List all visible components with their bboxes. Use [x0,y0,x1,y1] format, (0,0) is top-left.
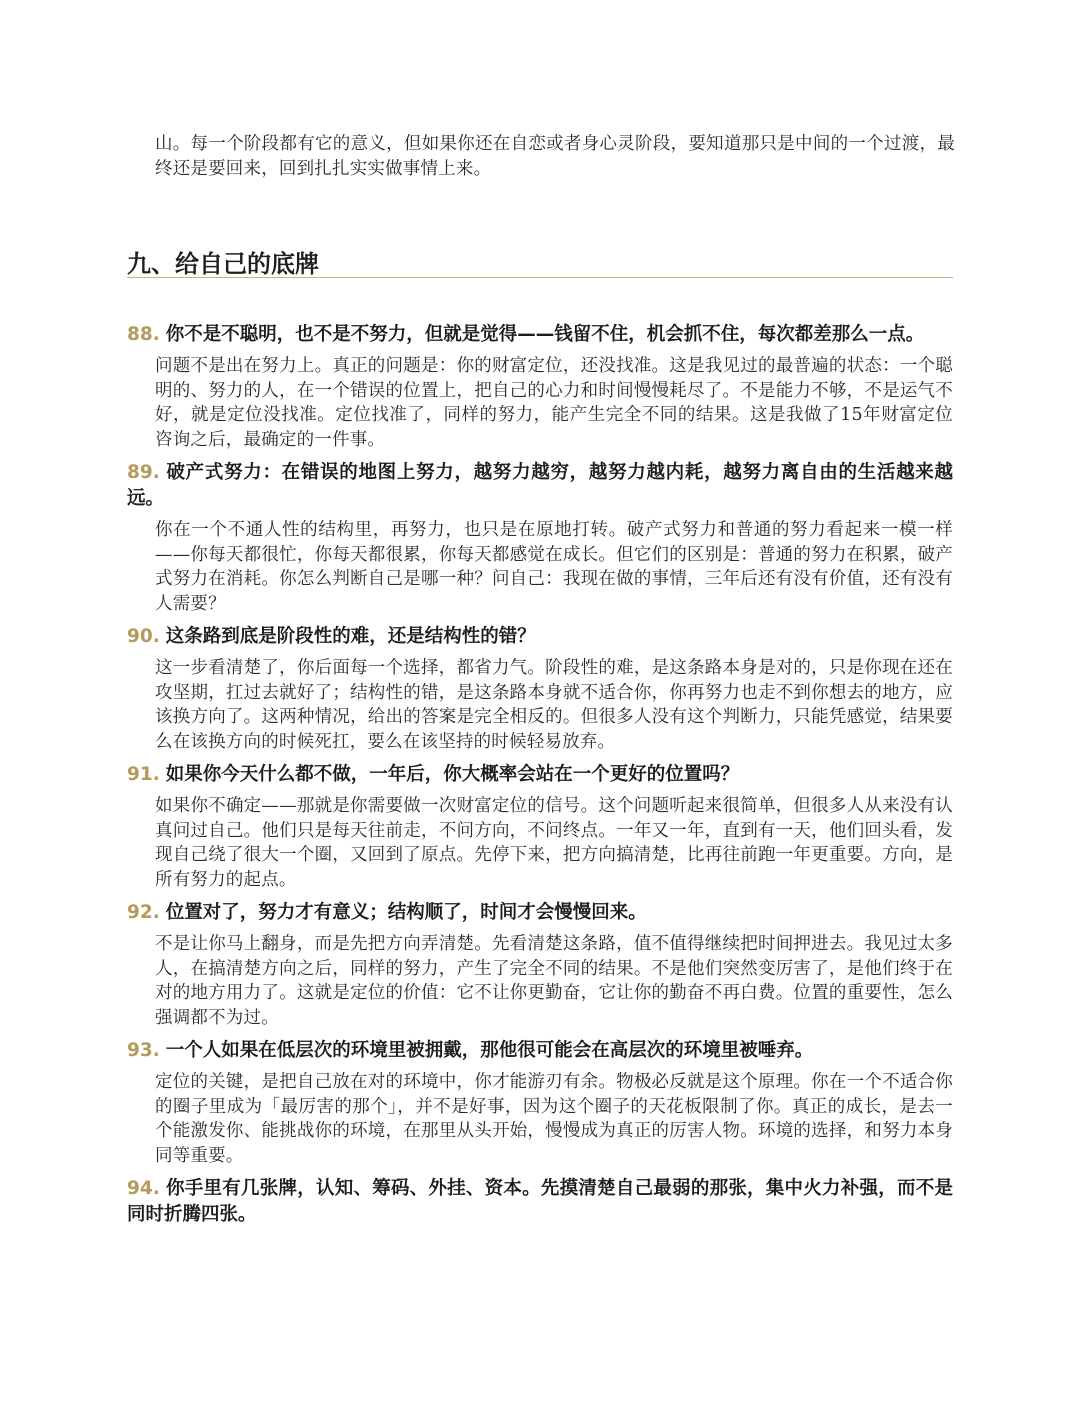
item-number: 89. [127,462,160,483]
item-body: 如果你不确定——那就是你需要做一次财富定位的信号。这个问题听起来很简单，但很多人从来没有认真问过自己。他们只是每天往前走，不问方向，不问终点。一年又一年，直到有一天，他们回头看，发现自己绕了很大一个圈，又回到了原点。先停下来，把方向搞清楚，比再往前跑一年更重要。方向，是所有努力的起点。 [155,796,953,890]
item-heading [127,322,953,348]
item-list [127,322,953,1236]
item-title: 你不是不聪明，也不是不努力，但就是觉得——钱留不住，机会抓不住，每次都差那么一点。 [165,324,925,345]
item-title: 一个人如果在低层次的环境里被拥戴，那他很可能会在高层次的环境里被唾弃。 [165,1040,814,1061]
list-item-92 [127,900,953,1030]
item-body: 这一步看清楚了，你后面每一个选择，都省力气。阶段性的难，是这条路本身是对的，只是你现在还在攻坚期，扛过去就好了；结构性的错，是这条路本身就不适合你，你再努力也走不到你想去的地方，应该换方向了。这两种情况，给出的答案是完全相反的。但很多人没有这个判断力，只能凭感觉，结果要么在该换方向的时候死扛，要么在该坚持的时候轻易放弃。 [155,658,953,752]
intro-paragraph: 山。每一个阶段都有它的意义，但如果你还在自恋或者身心灵阶段，要知道那只是中间的一个过渡，最终还是要回来，回到扎扎实实做事情上来。 [155,134,955,179]
item-title: 这条路到底是阶段性的难，还是结构性的错？ [165,626,536,647]
item-body: 不是让你马上翻身，而是先把方向弄清楚。先看清楚这条路，值不值得继续把时间押进去。我见过太多人，在搞清楚方向之后，同样的努力，产生了完全不同的结果。不是他们突然变厉害了，是他们终于在对的地方用力了。这就是定位的价值：它不让你更勤奋，它让你的勤奋不再白费。位置的重要性，怎么强调都不为过。 [155,934,953,1028]
item-heading [127,624,953,650]
item-title: 位置对了，努力才有意义；结构顺了，时间才会慢慢回来。 [165,902,647,923]
section-divider [127,277,953,278]
item-number: 88. [127,324,160,345]
item-number: 91. [127,764,160,785]
list-item-88 [127,322,953,452]
list-item-89 [127,460,953,616]
item-title: 你手里有几张牌，认知、筹码、外挂、资本。先摸清楚自己最弱的那张，集中火力补强，而不是同时折腾四张。 [127,1178,953,1225]
item-heading [127,460,953,512]
item-number: 93. [127,1040,160,1061]
item-heading [127,1176,953,1228]
list-item-94 [127,1176,953,1228]
item-number: 90. [127,626,160,647]
list-item-91 [127,762,953,892]
item-heading [127,762,953,788]
item-body: 问题不是出在努力上。真正的问题是：你的财富定位，还没找准。这是我见过的最普遍的状态：一个聪明的、努力的人，在一个错误的位置上，把自己的心力和时间慢慢耗尽了。不是能力不够，不是运气不好，就是定位没找准。定位找准了，同样的努力，能产生完全不同的结果。这是我做了15年财富定位咨询之后，最确定的一件事。 [155,356,953,450]
item-heading [127,900,953,926]
section-title: 九、给自己的底牌 [127,250,319,278]
list-item-93 [127,1038,953,1168]
item-body: 定位的关键，是把自己放在对的环境中，你才能游刃有余。物极必反就是这个原理。你在一个不适合你的圈子里成为「最厉害的那个」，并不是好事，因为这个圈子的天花板限制了你。真正的成长，是去一个能激发你、能挑战你的环境，在那里从头开始，慢慢成为真正的厉害人物。环境的选择，和努力本身同等重要。 [155,1072,953,1166]
item-title: 破产式努力：在错误的地图上努力，越努力越穷，越努力越内耗，越努力离自由的生活越来越远。 [127,462,953,509]
item-title: 如果你今天什么都不做，一年后，你大概率会站在一个更好的位置吗？ [165,764,740,785]
item-number: 94. [127,1178,160,1199]
list-item-90 [127,624,953,754]
item-number: 92. [127,902,160,923]
item-body: 你在一个不通人性的结构里，再努力，也只是在原地打转。破产式努力和普通的努力看起来一模一样——你每天都很忙，你每天都很累，你每天都感觉在成长。但它们的区别是：普通的努力在积累，破产式努力在消耗。你怎么判断自己是哪一种？问自己：我现在做的事情，三年后还有没有价值，还有没有人需要？ [155,520,953,614]
item-heading [127,1038,953,1064]
